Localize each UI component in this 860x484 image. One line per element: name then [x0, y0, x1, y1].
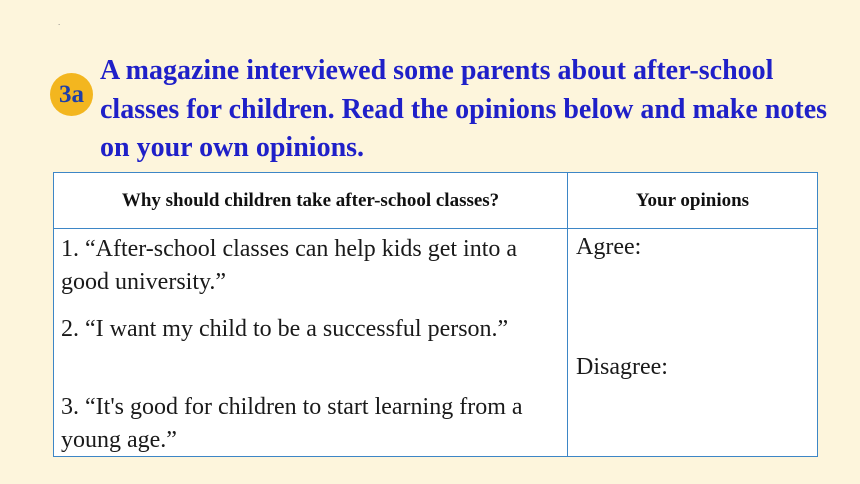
opinion-item-3: 3. “It's good for children to start learning from a young age.”	[61, 394, 523, 453]
table-header-divider	[54, 228, 817, 229]
corner-mark: .	[58, 18, 61, 27]
table-header-question: Why should children take after-school classes?	[121, 189, 500, 211]
section-badge: 3a	[50, 73, 93, 116]
opinions-table	[53, 172, 818, 457]
instruction-text: A magazine interviewed some parents about after-school classes for children. Read the opinions below and make notes on your own opinions.	[100, 55, 828, 163]
agree-label: Agree:	[576, 234, 642, 260]
table-header-your-opinions: Your opinions	[635, 189, 750, 211]
opinion-item-1: 1. “After-school classes can help kids get into a good university.”	[61, 236, 518, 295]
opinion-item-2: 2. “I want my child to be a successful person.”	[61, 316, 509, 342]
disagree-label: Disagree:	[576, 354, 668, 380]
